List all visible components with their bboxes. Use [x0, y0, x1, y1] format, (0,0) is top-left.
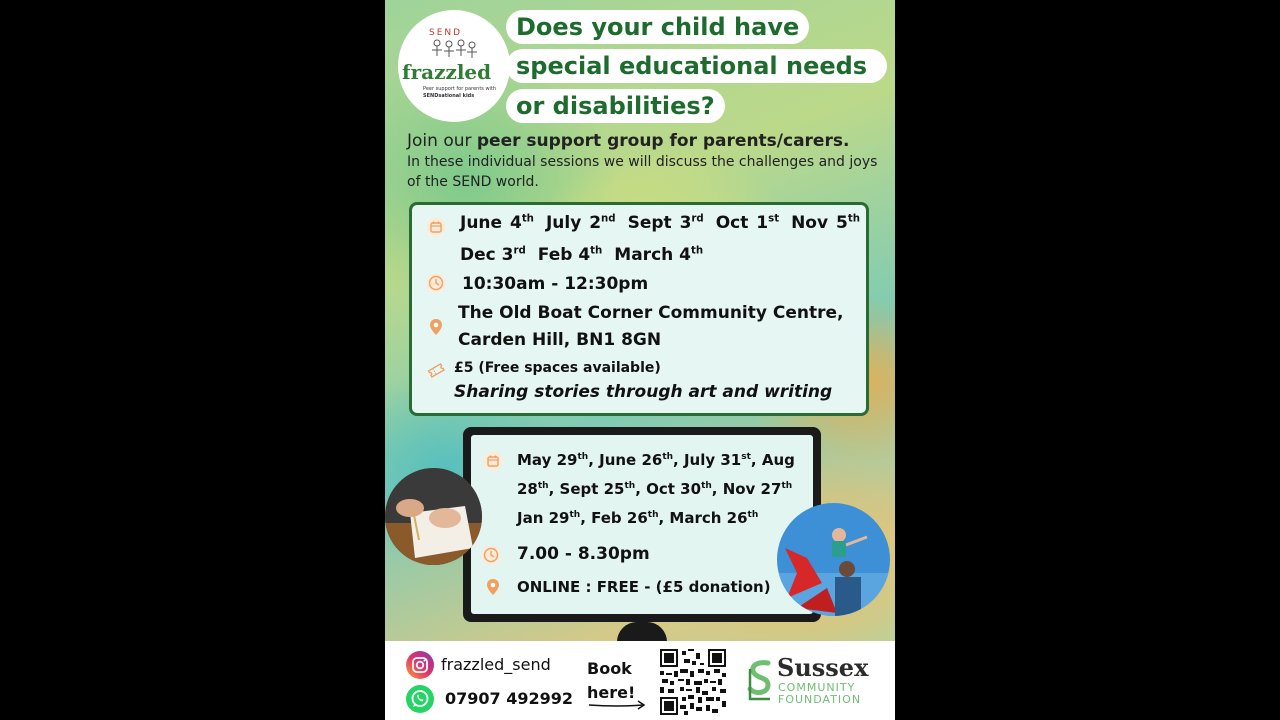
online-dates-line-2 [517, 480, 792, 498]
online-time: 7.00 - 8.30pm [517, 544, 650, 564]
in-person-sessions-box [409, 202, 869, 416]
date-item: May 29th, [517, 451, 600, 469]
date-item: Feb 4th [537, 245, 603, 265]
in-person-dates-line-2 [460, 245, 703, 265]
online-sessions-box [471, 435, 813, 614]
in-person-time: 10:30am - 12:30pm [462, 274, 649, 294]
ticket-icon [426, 360, 446, 380]
event-poster [385, 0, 895, 720]
online-dates-line-3 [517, 509, 758, 527]
instagram-handle[interactable]: frazzled_send [441, 655, 551, 674]
clock-icon [426, 273, 446, 293]
sponsor-name: Sussex [777, 653, 869, 682]
footer [385, 641, 895, 720]
price-text: £5 (Free spaces available) [454, 360, 661, 376]
phone-number[interactable]: 07907 492992 [445, 689, 574, 708]
superhero-child-photo [777, 503, 890, 616]
sponsor-line-3: FOUNDATION [778, 693, 862, 706]
date-item: Sept 25th, [559, 480, 647, 498]
date-item: March 26th [669, 509, 759, 527]
date-item: July 2nd [545, 213, 616, 233]
sussex-foundation-logo-icon [746, 659, 774, 701]
qr-code-icon[interactable] [660, 649, 726, 715]
sponsor-line-2: COMMUNITY [778, 681, 856, 694]
calendar-icon [426, 217, 446, 237]
in-person-dates-line-1 [460, 213, 860, 233]
date-item: July 31st, Aug [683, 451, 795, 469]
arrow-right-icon [587, 699, 649, 711]
location-pin-icon [426, 317, 446, 337]
book-here-label: Book here! [587, 659, 636, 702]
headline-line-2: special educational needs [506, 49, 887, 83]
venue-line-2: Carden Hill, BN1 8GN [458, 330, 662, 350]
instagram-icon[interactable] [406, 651, 434, 679]
online-dates-line-1 [517, 451, 795, 469]
date-item: Dec 3rd [460, 245, 526, 265]
location-pin-icon [483, 577, 503, 597]
date-item: June 26th, [599, 451, 684, 469]
date-item: 28th, [517, 480, 560, 498]
date-item: June 4th [460, 213, 534, 233]
online-sessions-monitor [463, 427, 821, 622]
monitor-stand [617, 622, 667, 642]
date-item: Nov 5th [791, 213, 860, 233]
headline-line-3: or disabilities? [506, 89, 725, 123]
logo-tagline: Peer support for parents with SENDsational kids [423, 86, 497, 99]
date-item: Nov 27th [722, 480, 793, 498]
date-item: Oct 30th, [646, 480, 723, 498]
headline-line-1: Does your child have [506, 10, 809, 44]
whatsapp-icon[interactable] [406, 685, 434, 713]
date-item: Feb 26th, [591, 509, 670, 527]
date-item: March 4th [614, 245, 704, 265]
logo-send-text: SEND [429, 28, 463, 38]
calendar-icon [483, 451, 503, 471]
session-theme: Sharing stories through art and writing [454, 382, 833, 402]
logo-name: frazzled [402, 60, 492, 84]
clock-icon [481, 545, 501, 565]
intro-text: Join our peer support group for parents/carers. In these individual sessions we will discuss the challenges and joys of the SEND world. [407, 131, 878, 190]
date-item: Oct 1st [715, 213, 780, 233]
venue-line-1: The Old Boat Corner Community Centre, [458, 303, 844, 323]
online-location: ONLINE : FREE - (£5 donation) [517, 578, 771, 596]
writing-hands-photo [385, 468, 482, 565]
date-item: Sept 3rd [627, 213, 704, 233]
date-item: Jan 29th, [517, 509, 592, 527]
